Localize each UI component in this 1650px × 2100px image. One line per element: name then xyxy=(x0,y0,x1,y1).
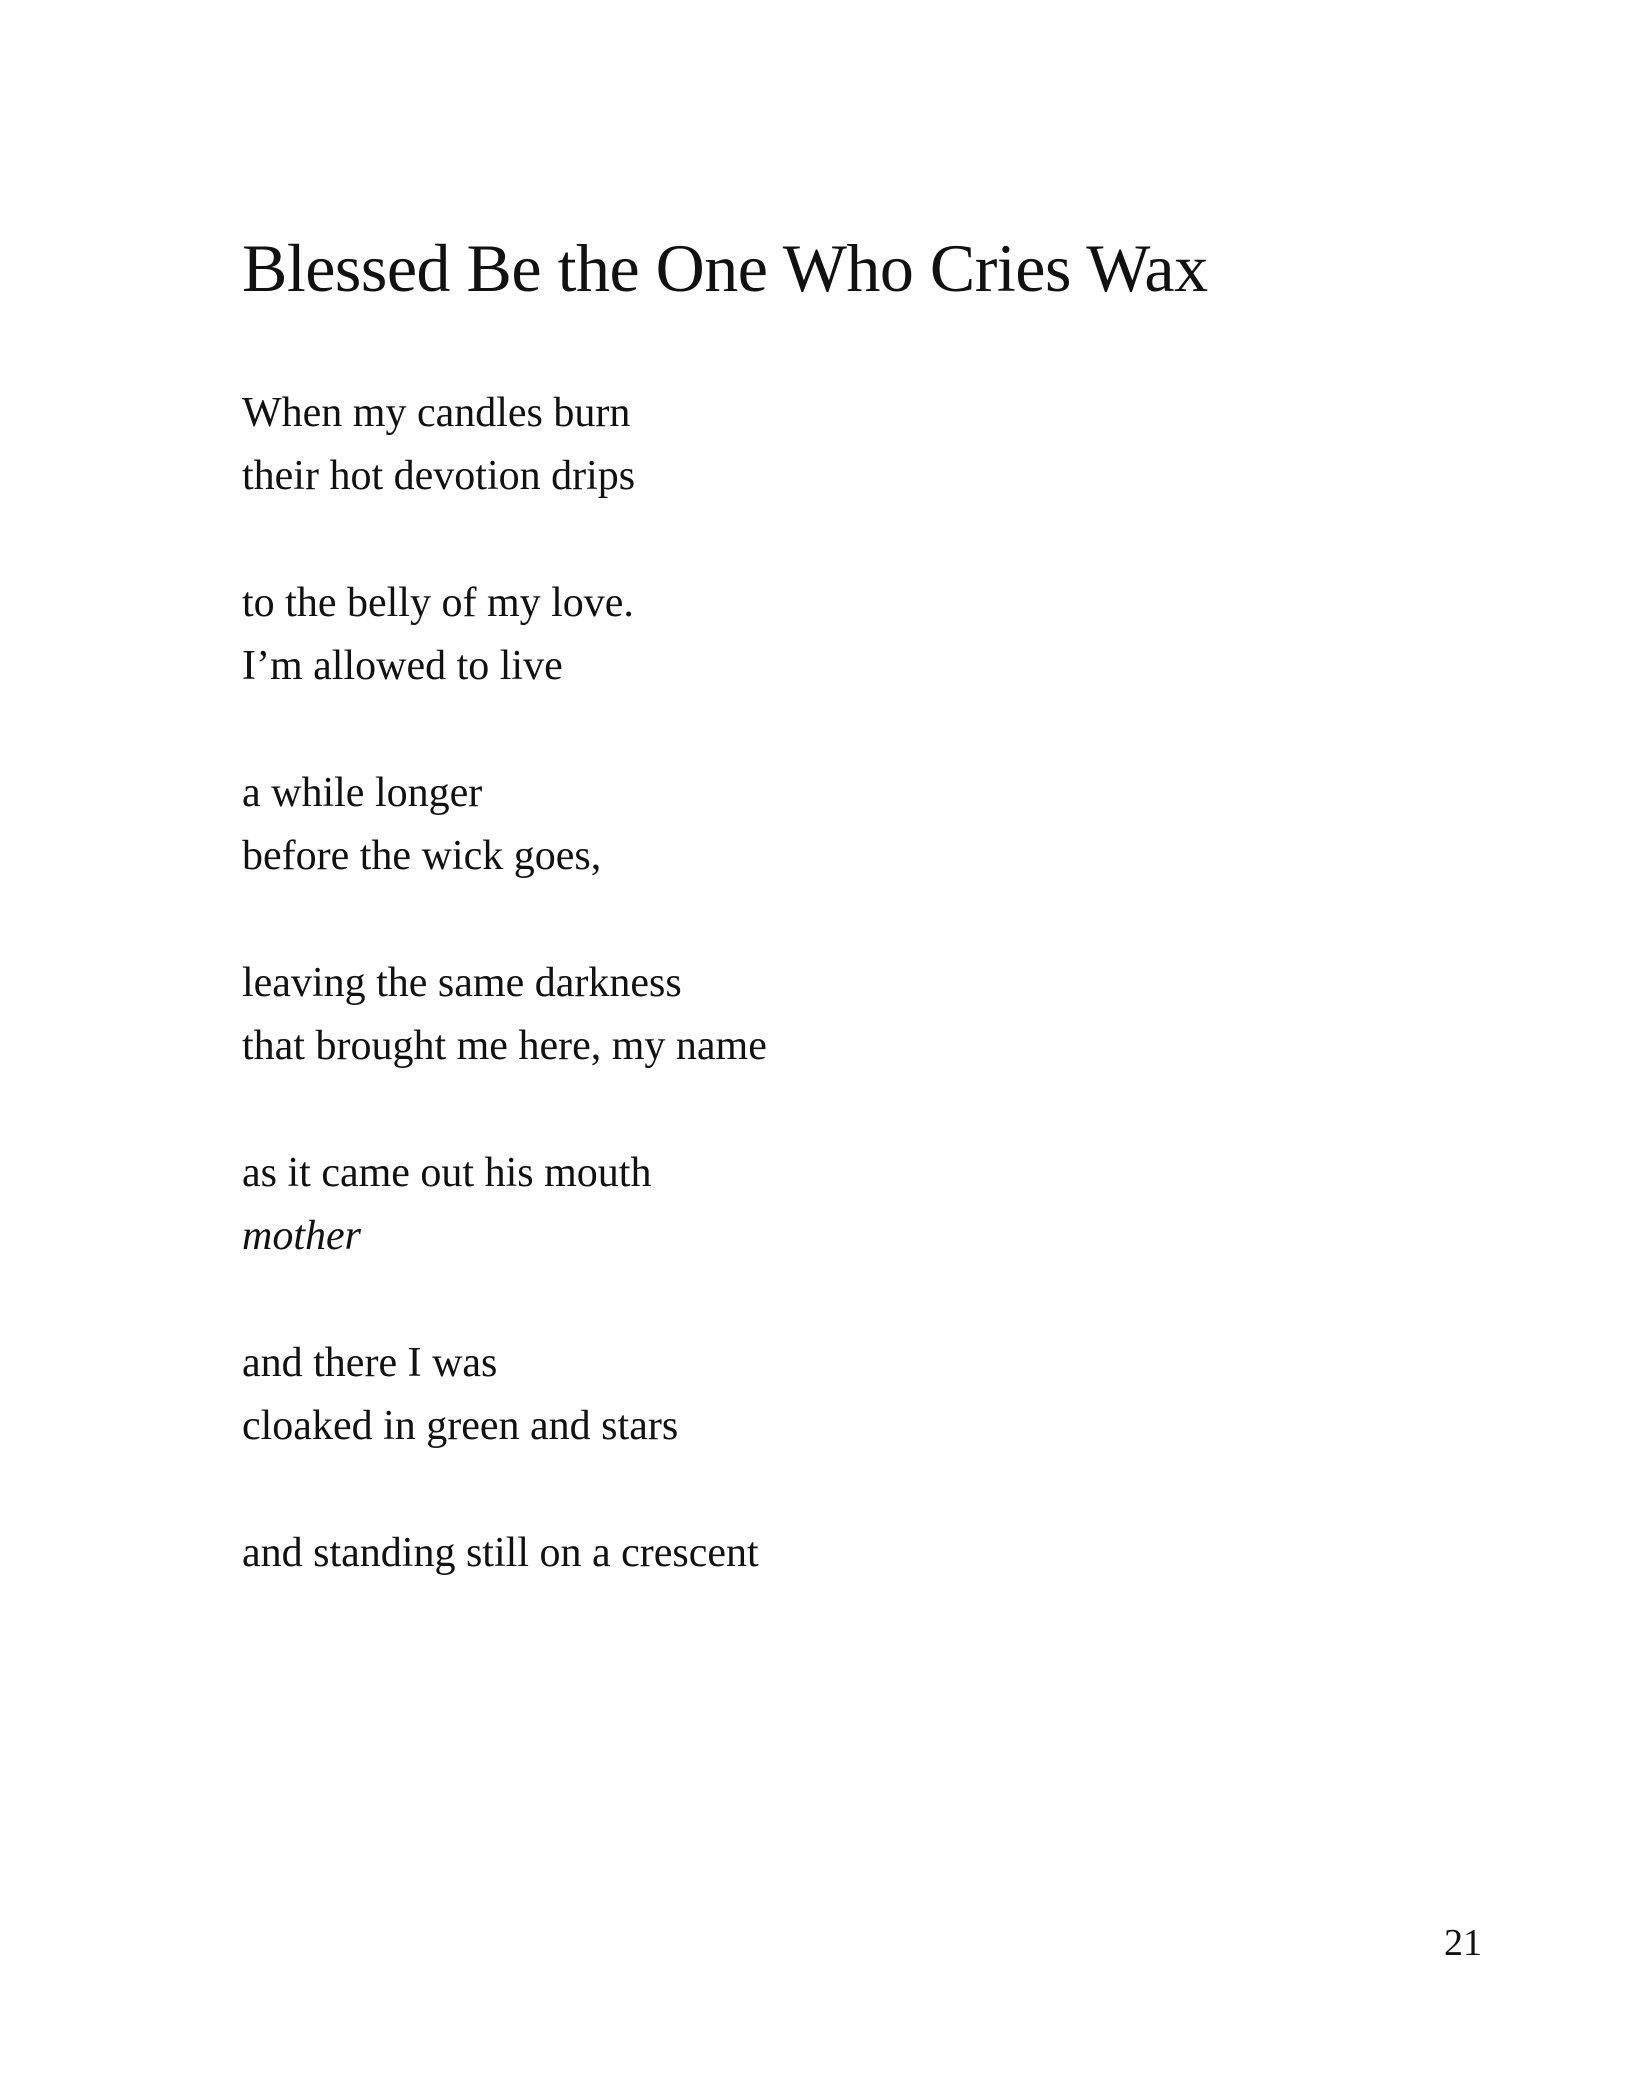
poem-line: leaving the same darkness xyxy=(242,960,682,1006)
poem-line: before the wick goes, xyxy=(242,833,602,879)
poem-line: that brought me here, my name xyxy=(242,1023,767,1069)
poem-line: I’m allowed to live xyxy=(242,643,563,689)
poem-line: and there I was xyxy=(242,1340,498,1386)
poem-line: and standing still on a crescent xyxy=(242,1530,759,1576)
stanza-5 xyxy=(242,1142,1342,1268)
poem-line: as it came out his mouth xyxy=(242,1150,652,1196)
stanza-2 xyxy=(242,572,1342,698)
stanza-4 xyxy=(242,952,1342,1078)
poem-line: cloaked in green and stars xyxy=(242,1403,679,1449)
poem-line: their hot devotion drips xyxy=(242,453,636,499)
poem-title: Blessed Be the One Who Cries Wax xyxy=(242,230,1208,306)
poem-body xyxy=(242,382,1342,1649)
stanza-7 xyxy=(242,1522,1342,1585)
poem-line: to the belly of my love. xyxy=(242,580,634,626)
stanza-1 xyxy=(242,382,1342,508)
poem-line-italic: mother xyxy=(242,1213,361,1259)
stanza-3 xyxy=(242,762,1342,888)
page-number: 21 xyxy=(1444,1922,1482,1964)
poem-line: a while longer xyxy=(242,770,483,816)
stanza-6 xyxy=(242,1332,1342,1458)
poem-line: When my candles burn xyxy=(242,390,631,436)
